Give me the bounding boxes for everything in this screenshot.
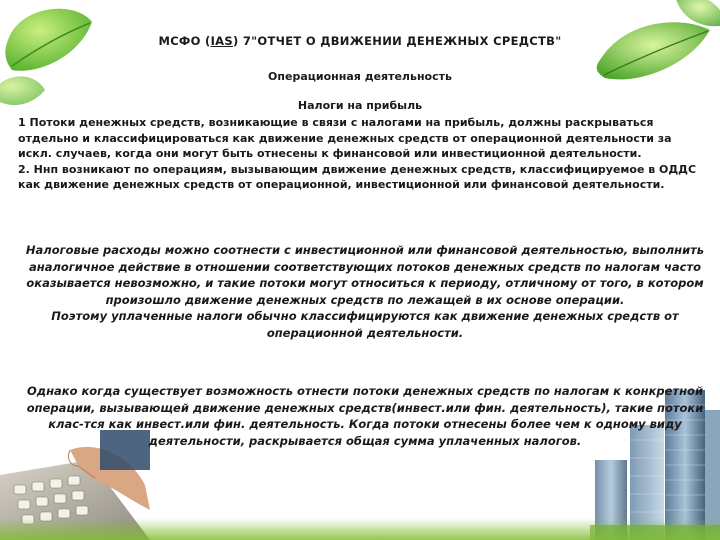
italic-paragraph-2: Поэтому уплаченные налоги обычно классифицируются как движение денежных средств от операционной деятельности.	[51, 309, 679, 340]
section-heading: Налоги на прибыль	[297, 99, 423, 112]
numbered-paragraphs	[18, 115, 708, 193]
paragraph-1: 1 Потоки денежных средств, возникающие в связи с налогами на прибыль, должны раскрываться отдельно и классифицироваться как движение денежных средств от операционной деятельности за искл. случаев, когда они могут быть отнесены к финансовой или инвестиционной деятельности.	[18, 116, 672, 161]
slide-subtitle: Операционная деятельность	[268, 70, 452, 83]
footer-green-strip	[0, 518, 720, 540]
title-suffix: ) 7"ОТЧЕТ О ДВИЖЕНИИ ДЕНЕЖНЫХ СРЕДСТВ"	[232, 34, 562, 48]
paragraph-2: 2. Ннп возникают по операциям, вызывающим движение денежных средств, классифицируемое в ОДДС как движение денежных средств от операционной, инвестиционной или финансовой деятельности.	[18, 162, 697, 192]
title-prefix: МСФО (	[158, 34, 211, 48]
italic-paragraph-3: Однако когда существует возможность отнести потоки денежных средств по налогам к конкретной операции, вызывающей движение денежных средств(инвест.или фин. деятельность), такие потоки клас-тся как инвест.или фин. деятельность. Когда потоки отнесены более чем к одному виду деятельности, раскрывается общая сумма уплаченных налогов.	[26, 384, 704, 448]
leaf-icon	[0, 0, 110, 110]
italic-block-2	[20, 383, 710, 449]
slide-title	[0, 34, 720, 48]
leaf-icon	[580, 0, 720, 110]
italic-block-1	[20, 242, 710, 342]
title-ias: IAS	[210, 34, 233, 48]
italic-paragraph-1: Налоговые расходы можно соотнести с инвестиционной или финансовой деятельностью, выполнить аналогичное действие в отношении соответствующих потоков денежных средств по налогам часто оказывается невозможно, и такие потоки могут относиться к периоду, отличному от того, в котором произошло движение денежных средств по лежащей в их основе операции.	[25, 243, 705, 307]
